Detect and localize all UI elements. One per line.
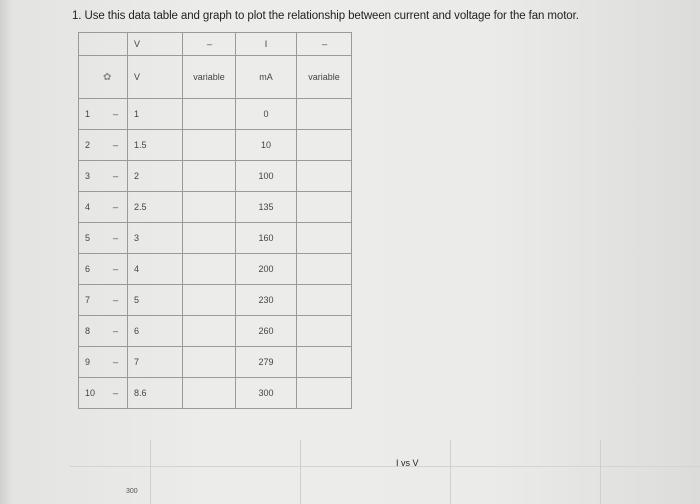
table-row (79, 347, 352, 378)
row-number: 5 (79, 223, 104, 254)
graph-gridline (150, 440, 151, 504)
row-dash: --- (103, 254, 128, 285)
gear-icon: ✿ (103, 71, 112, 83)
voltage-cell: 4 (128, 254, 183, 285)
header-variable-2: variable (297, 56, 352, 99)
variable-cell (297, 161, 352, 192)
row-dash: --- (103, 192, 128, 223)
table-row (79, 378, 352, 409)
voltage-cell: 2.5 (128, 192, 183, 223)
row-number: 10 (79, 378, 104, 409)
voltage-cell: 7 (128, 347, 183, 378)
row-dash: --- (103, 161, 128, 192)
header-dash-2: --- (297, 33, 352, 56)
table-row (79, 130, 352, 161)
table-header-row-1 (79, 33, 352, 56)
graph-gridline (70, 466, 700, 467)
current-cell: 300 (236, 378, 297, 409)
voltage-cell: 5 (128, 285, 183, 316)
variable-cell (297, 130, 352, 161)
row-dash: --- (103, 99, 128, 130)
data-table (78, 32, 352, 409)
table-row (79, 192, 352, 223)
row-dash: --- (103, 347, 128, 378)
graph-gridline (300, 440, 301, 504)
variable-cell (183, 161, 236, 192)
table-row (79, 316, 352, 347)
variable-cell (297, 347, 352, 378)
current-cell: 10 (236, 130, 297, 161)
current-cell: 230 (236, 285, 297, 316)
variable-cell (183, 99, 236, 130)
table-row (79, 161, 352, 192)
row-number: 1 (79, 99, 104, 130)
current-cell: 160 (236, 223, 297, 254)
variable-cell (297, 223, 352, 254)
row-number: 6 (79, 254, 104, 285)
row-dash: --- (103, 285, 128, 316)
table-body (79, 99, 352, 409)
header-v-unit: V (128, 56, 183, 99)
row-dash: --- (103, 223, 128, 254)
header-i: I (236, 33, 297, 56)
voltage-cell: 2 (128, 161, 183, 192)
table-row (79, 285, 352, 316)
variable-cell (297, 254, 352, 285)
row-number: 3 (79, 161, 104, 192)
table-row (79, 223, 352, 254)
variable-cell (183, 316, 236, 347)
header-variable-1: variable (183, 56, 236, 99)
current-cell: 200 (236, 254, 297, 285)
voltage-cell: 6 (128, 316, 183, 347)
variable-cell (297, 316, 352, 347)
current-cell: 279 (236, 347, 297, 378)
variable-cell (183, 192, 236, 223)
variable-cell (297, 285, 352, 316)
table-row (79, 254, 352, 285)
variable-cell (297, 378, 352, 409)
graph-title: I vs V (396, 458, 419, 468)
row-dash: --- (103, 130, 128, 161)
voltage-cell: 1 (128, 99, 183, 130)
variable-cell (183, 130, 236, 161)
table-header-row-2 (79, 56, 352, 99)
question-text: 1. Use this data table and graph to plot the relationship between current and voltage for the fan motor. (72, 10, 579, 22)
row-number: 2 (79, 130, 104, 161)
current-cell: 260 (236, 316, 297, 347)
graph-gridline (450, 440, 451, 504)
row-number: 9 (79, 347, 104, 378)
row-dash: --- (103, 378, 128, 409)
variable-cell (183, 223, 236, 254)
voltage-cell: 1.5 (128, 130, 183, 161)
voltage-cell: 3 (128, 223, 183, 254)
header-ma: mA (236, 56, 297, 99)
current-cell: 0 (236, 99, 297, 130)
voltage-cell: 8.6 (128, 378, 183, 409)
page-edge (0, 0, 12, 504)
header-v: V (128, 33, 183, 56)
table-row (79, 99, 352, 130)
variable-cell (297, 99, 352, 130)
row-number: 4 (79, 192, 104, 223)
header-dash: --- (183, 33, 236, 56)
variable-cell (183, 285, 236, 316)
variable-cell (183, 254, 236, 285)
graph-y-tick-label: 300 (126, 488, 138, 495)
row-dash: --- (103, 316, 128, 347)
row-number: 8 (79, 316, 104, 347)
variable-cell (183, 347, 236, 378)
variable-cell (183, 378, 236, 409)
variable-cell (297, 192, 352, 223)
current-cell: 135 (236, 192, 297, 223)
row-number: 7 (79, 285, 104, 316)
current-cell: 100 (236, 161, 297, 192)
graph-gridline (600, 440, 601, 504)
